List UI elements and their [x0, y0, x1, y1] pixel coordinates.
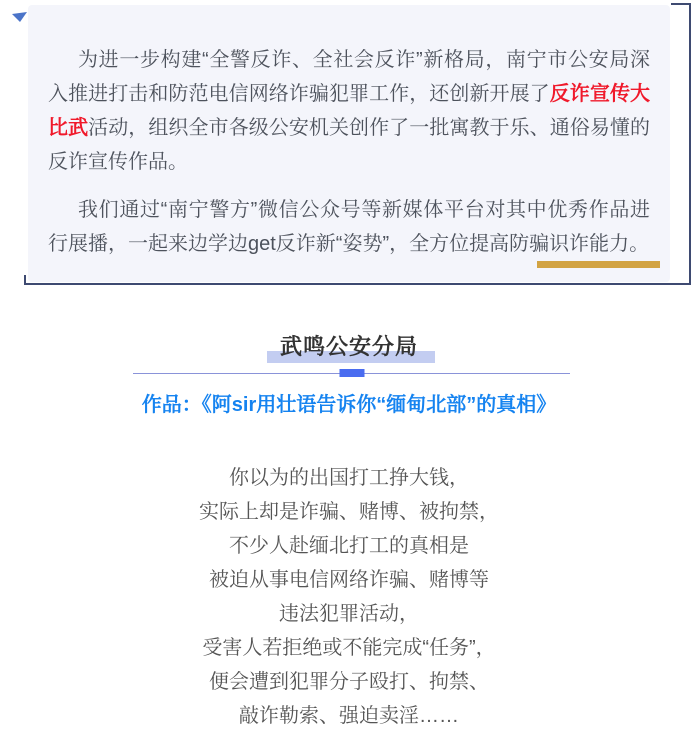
intro-p1-red-highlight: 反诈宣传大比武: [48, 83, 651, 139]
poem-line-5: 违法犯罪活动，: [279, 603, 419, 625]
intro-paragraph-2: 我们通过“南宁警方”微信公众号等新媒体平台对其中优秀作品进行展播，一起来边学边get反诈新“姿势”，全方位提高防骗识诈能力。: [48, 199, 650, 255]
poem: [0, 461, 698, 733]
poem-line-7: 便会遭到犯罪分子殴打、拘禁、: [209, 671, 489, 693]
work-title: 作品：《阿sir用壮语告诉你“缅甸北部”的真相》: [141, 394, 557, 416]
bureau-heading-label: 武鸣公安分局: [279, 334, 418, 359]
intro-p1-text-after: 活动，组织全市各级公安机关创作了一批寓教于乐、通俗易懂的反诈宣传作品。: [48, 117, 651, 173]
gold-accent-bar: [537, 261, 660, 268]
poem-line-2: 实际上却是诈骗、赌博、被拘禁，: [199, 501, 499, 523]
poem-line-4: 被迫从事电信网络诈骗、赌博等: [209, 569, 489, 591]
intro-card: [28, 5, 670, 282]
poem-line-8: 敲诈勒索、强迫卖淫……: [239, 705, 459, 727]
frame-right-line: [689, 3, 691, 285]
divider-center-segment: [339, 369, 364, 377]
bureau-heading: [0, 330, 698, 361]
frame-left-tick: [24, 275, 26, 283]
section-divider: [133, 373, 570, 374]
poem-line-6: 受害人若拒绝或不能完成“任务”，: [202, 637, 496, 659]
corner-triangle-icon: [12, 12, 28, 23]
frame-top-tick: [671, 3, 691, 5]
bureau-heading-text: [280, 330, 418, 361]
poem-line-1: 你以为的出国打工挣大钱，: [229, 467, 469, 489]
intro-paragraph-1: [48, 43, 650, 179]
frame-bottom-line: [24, 283, 691, 285]
intro-p1-text-before: 为进一步构建“全警反诈、全社会反诈”新格局，南宁市公安局深入推进打击和防范电信网络诈骗犯罪工作，还创新开展了: [48, 49, 650, 105]
poem-line-3: 不少人赴缅北打工的真相是: [229, 535, 469, 557]
